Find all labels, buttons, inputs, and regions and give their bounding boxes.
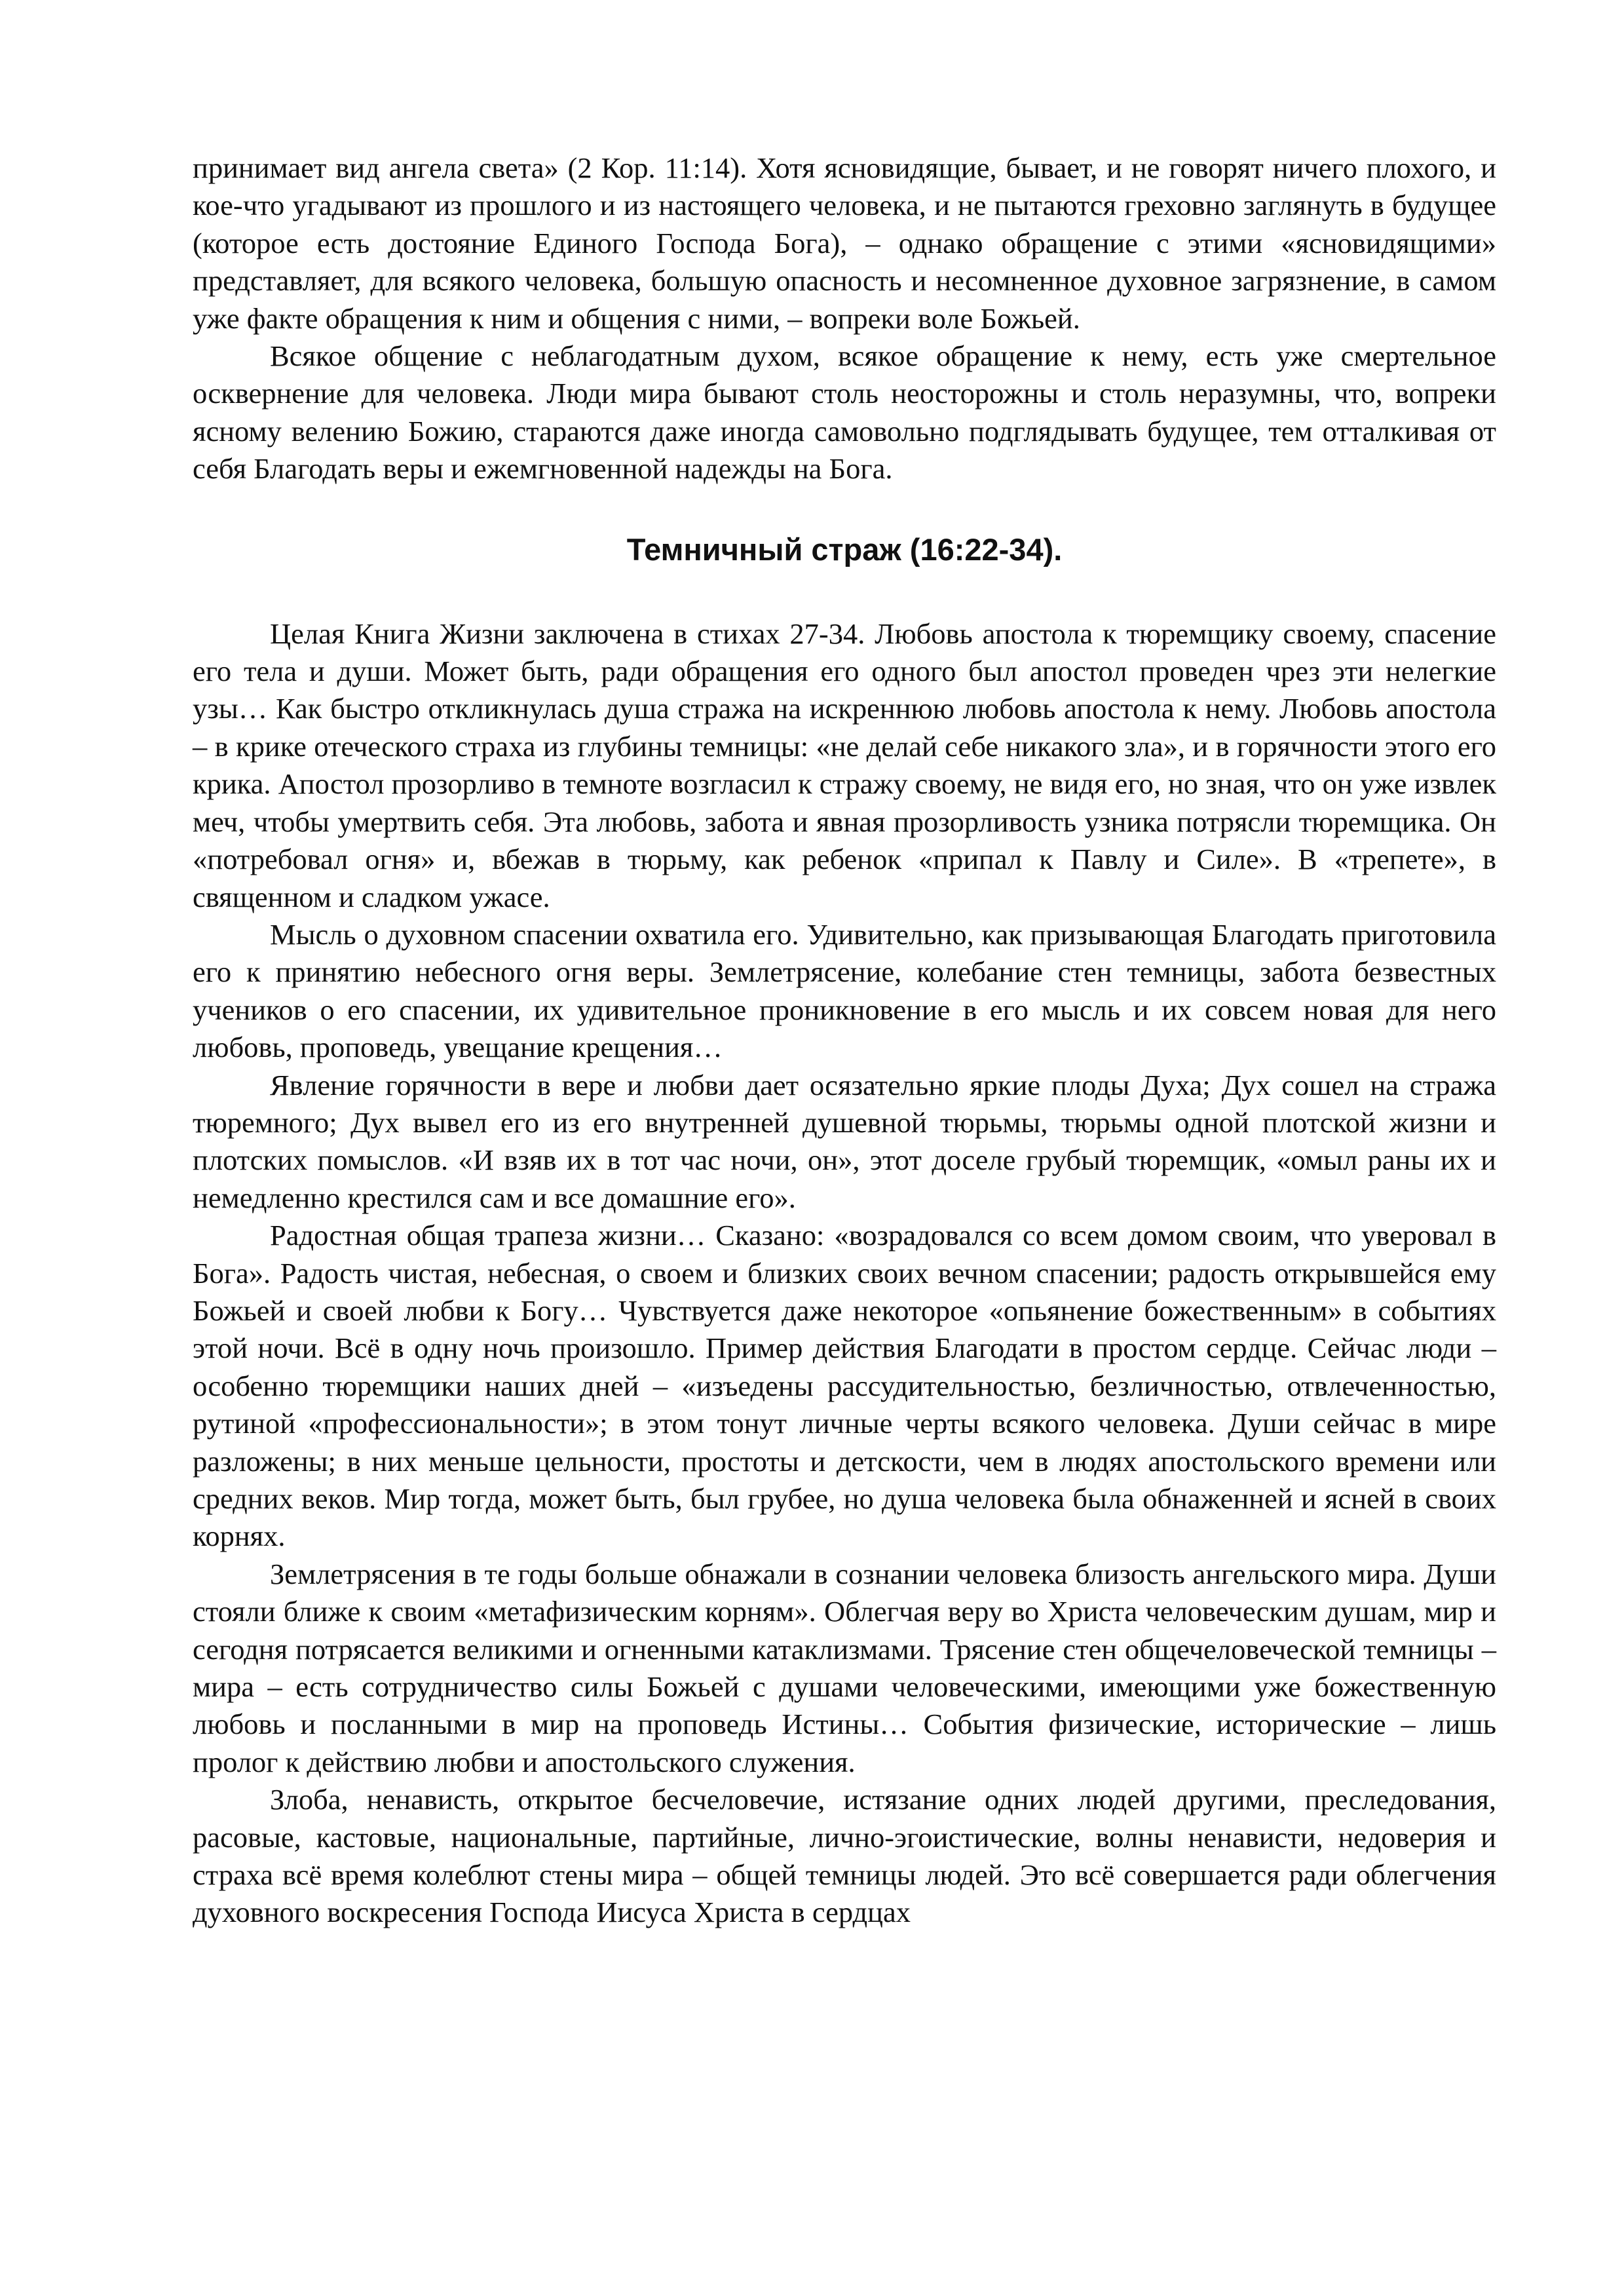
section-heading: Темничный страж (16:22-34). [626, 531, 1063, 567]
paragraph-malice-and-hatred: Злоба, ненависть, открытое бесчеловечие, истязание одних людей другими, преследования, расовые, кастовые, национальные, партийные, лично-эгоистические, волны ненависти, недоверия и страха всё время колеблют стены мира – общей темницы людей. Это всё совершается ради облегчения духовного воскресения Господа Иисуса Христа в сердцах [193, 1783, 1496, 1929]
paragraph-unholy-spirit: Всякое общение с неблагодатным духом, всякое обращение к нему, есть уже смертельное осквернение для человека. Люди мира бывают столь неосторожны и столь неразумны, что, вопреки ясному велению Божию, стараются даже иногда самовольно подглядывать будущее, тем отталкивая от себя Благодать веры и ежемгновенной надежды на Бога. [193, 339, 1496, 486]
paragraph-earthquakes: Землетрясения в те годы больше обнажали в сознании человека близость ангельского мира. Души стояли ближе к своим «метафизическим корням». Облегчая веру во Христа человеческим душам, мир и сегодня потрясается великими и огненными катаклизмами. Трясение стен общечеловеческой темницы – мира – есть сотрудничество силы Божьей с душами человеческими, имеющими уже божественную любовь и посланными в мир на проповедь Истины… События физические, исторические – лишь пролог к действию любви и апостольского служения. [193, 1557, 1496, 1778]
paragraph-continuation: принимает вид ангела света» (2 Кор. 11:14). Хотя ясновидящие, бывает, и не говорят ничего плохого, и кое-что угадывают из прошлого и из настоящего человека, и не пытаются греховно заглянуть в будущее (которое есть достояние Единого Господа Бога), – однако обращение с этими «ясновидящими» представляет, для всякого человека, большую опасность и несомненное духовное загрязнение, в самом уже факте обращения к ним и общения с ними, – вопреки воле Божьей. [193, 151, 1496, 335]
paragraph-joyful-meal: Радостная общая трапеза жизни… Сказано: «возрадовался со всем домом своим, что уверовал в Бога». Радость чистая, небесная, о своем и близких своих вечном спасении; радость открывшейся ему Божьей и своей любви к Богу… Чувствуется даже некоторое «опьянение божественным» в событиях этой ночи. Всё в одну ночь произошло. Пример действия Благодати в простом сердце. Сейчас люди – особенно тюремщики наших дней – «изъедены рассудительностью, безличностью, отвлеченностью, рутиной «профессиональности»; в этом тонут личные черты всякого человека. Души сейчас в мире разложены; в них меньше цельности, простоты и детскости, чем в людях апостольского времени или средних веков. Мир тогда, может быть, был грубее, но душа человека была обнаженней и ясней в своих корнях. [193, 1219, 1496, 1553]
paragraph-spiritual-salvation: Мысль о духовном спасении охватила его. Удивительно, как призывающая Благодать приготовила его к принятию небесного огня веры. Землетрясение, колебание стен темницы, забота безвестных учеников о его спасении, их удивительное проникновение в его мысль и их совсем новая для него любовь, проповедь, увещание крещения… [193, 917, 1496, 1064]
document-page [193, 149, 1496, 1932]
paragraph-book-of-life: Целая Книга Жизни заключена в стихах 27-34. Любовь апостола к тюремщику своему, спасение его тела и души. Может быть, ради обращения его одного был апостол проведен чрез эти нелегкие узы… Как быстро откликнулась душа стража на искреннюю любовь апостола к нему. Любовь апостола – в крике отеческого страха из глубины темницы: «не делай себе никакого зла», и в горячности этого его крика. Апостол прозорливо в темноте возгласил к стражу своему, не видя его, но зная, что он уже извлек меч, чтобы умертвить себя. Эта любовь, забота и явная прозорливость узника потрясли тюремщика. Он «потребовал огня» и, вбежав в тюрьму, как ребенок «припал к Павлу и Силе». В «трепете», в священном и сладком ужасе. [193, 617, 1496, 913]
paragraph-fervor-in-faith: Явление горячности в вере и любви дает осязательно яркие плоды Духа; Дух сошел на стража тюремного; Дух вывел его из его внутренней душевной тюрьмы, тюрьмы одной плотской жизни и плотских помыслов. «И взяв их в тот час ночи, он», этот доселе грубый тюремщик, «омыл раны их и немедленно крестился сам и все домашние его». [193, 1068, 1496, 1214]
